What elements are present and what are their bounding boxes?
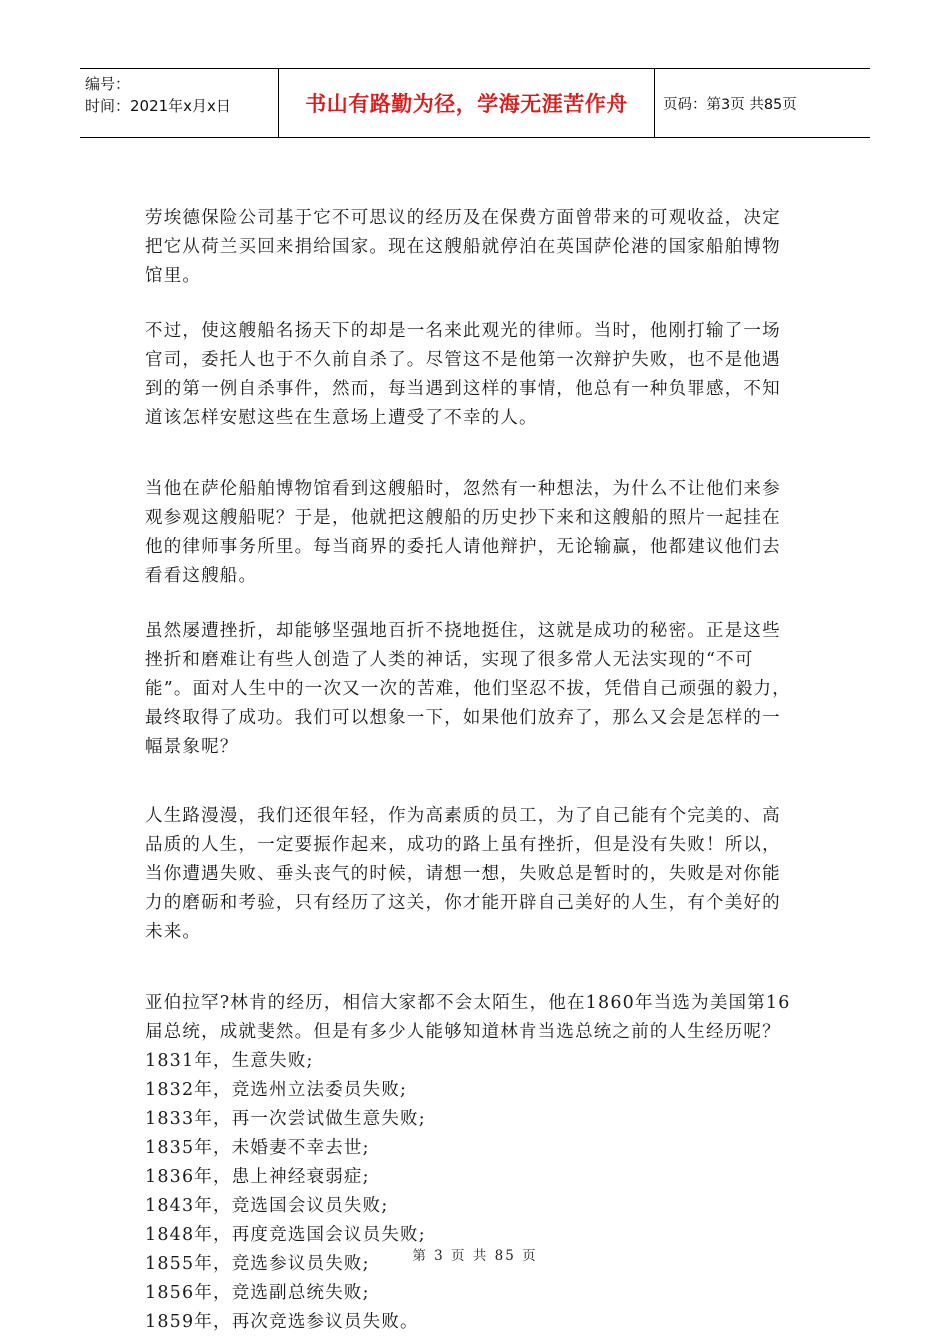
- text-line: 观参观这艘船呢？于是，他就把这艘船的历史抄下来和这艘船的照片一起挂在: [145, 508, 781, 528]
- timeline-item: 1843年，竞选国会议员失败;: [145, 1196, 389, 1216]
- timeline-item: 1832年，竞选州立法委员失败;: [145, 1080, 408, 1100]
- text-line: 把它从荷兰买回来捐给国家。现在这艘船就停泊在英国萨伦港的国家船舶博物: [145, 237, 781, 257]
- body-paragraph: [145, 475, 810, 591]
- text-line: 人生路漫漫，我们还很年轻，作为高素质的员工，为了自己能有个完美的、高: [145, 806, 781, 826]
- text-line: 未来。: [145, 922, 202, 942]
- text-line: 虽然屡遭挫折，却能够坚强地百折不挠地挺住，这就是成功的秘密。正是这些: [145, 621, 781, 641]
- text-line: 当你遭遇失败、垂头丧气的时候，请想一想，失败总是暂时的，失败是对你能: [145, 864, 781, 884]
- timeline-item: 1836年，患上神经衰弱症;: [145, 1167, 370, 1187]
- header-motto: 书山有路勤为径，学海无涯苦作舟: [278, 69, 655, 137]
- timeline-item: 1859年，再次竞选参议员失败。: [145, 1312, 419, 1332]
- text-line: 馆里。: [145, 266, 202, 286]
- text-line: 力的磨砺和考验，只有经历了这关，你才能开辟自己美好的人生，有个美好的: [145, 893, 781, 913]
- text-line: 不过，使这艘船名扬天下的却是一名来此观光的律师。当时，他刚打输了一场: [145, 321, 781, 341]
- timeline-item: 1855年，竞选参议员失败;: [145, 1254, 370, 1274]
- text-line: 到的第一例自杀事件，然而，每当遇到这样的事情，他总有一种负罪感，不知: [145, 379, 781, 399]
- timeline-item: 1833年，再一次尝试做生意失败;: [145, 1109, 426, 1129]
- text-line: 能”。面对人生中的一次又一次的苦难，他们坚忍不拔，凭借自己顽强的毅力，: [145, 679, 791, 699]
- timeline-item: 1856年，竞选副总统失败;: [145, 1283, 370, 1303]
- timeline-item: 1835年，未婚妻不幸去世;: [145, 1138, 370, 1158]
- timeline-item: 1848年，再度竞选国会议员失败;: [145, 1225, 426, 1245]
- timeline-list: [145, 1047, 810, 1337]
- body-paragraph: [145, 989, 810, 1047]
- page-header: [80, 68, 870, 138]
- text-line: 挫折和磨难让有些人创造了人类的神话，实现了很多常人无法实现的“不可: [145, 650, 754, 670]
- body-paragraph: [145, 204, 810, 291]
- text-line: 劳埃德保险公司基于它不可思议的经历及在保费方面曾带来的可观收益，决定: [145, 208, 781, 228]
- body-paragraph: [145, 802, 810, 947]
- text-line: 届总统，成就斐然。但是有多少人能够知道林肯当选总统之前的人生经历呢？: [145, 1022, 781, 1042]
- text-line: 道该怎样安慰这些在生意场上遭受了不幸的人。: [145, 408, 538, 428]
- document-number-label: 编号：: [85, 75, 131, 93]
- text-line: 当他在萨伦船舶博物馆看到这艘船时，忽然有一种想法，为什么不让他们来参: [145, 479, 781, 499]
- text-line: 幅景象呢？: [145, 737, 239, 757]
- header-page-info: 页码：第3页 共85页: [663, 96, 797, 113]
- timeline-item: 1831年，生意失败;: [145, 1051, 314, 1071]
- text-line: 品质的人生，一定要振作起来，成功的路上虽有挫折，但是没有失败！所以，: [145, 835, 781, 855]
- header-meta: [80, 69, 278, 137]
- body-paragraph: [145, 617, 810, 762]
- text-line: 看看这艘船。: [145, 566, 258, 586]
- document-time-label: 时间：2021年x月x日: [85, 97, 231, 115]
- text-line: 亚伯拉罕?林肯的经历，相信大家都不会太陌生，他在1860年当选为美国第16: [145, 993, 791, 1013]
- page-footer: 第 3 页 共 85 页: [412, 1248, 538, 1264]
- text-line: 他的律师事务所里。每当商界的委托人请他辩护，无论输赢，他都建议他们去: [145, 537, 781, 557]
- text-line: 最终取得了成功。我们可以想象一下，如果他们放弃了，那么又会是怎样的一: [145, 708, 781, 728]
- text-line: 官司，委托人也于不久前自杀了。尽管这不是他第一次辩护失败，也不是他遇: [145, 350, 781, 370]
- body-paragraph: [145, 317, 810, 433]
- document-body: [145, 204, 810, 1337]
